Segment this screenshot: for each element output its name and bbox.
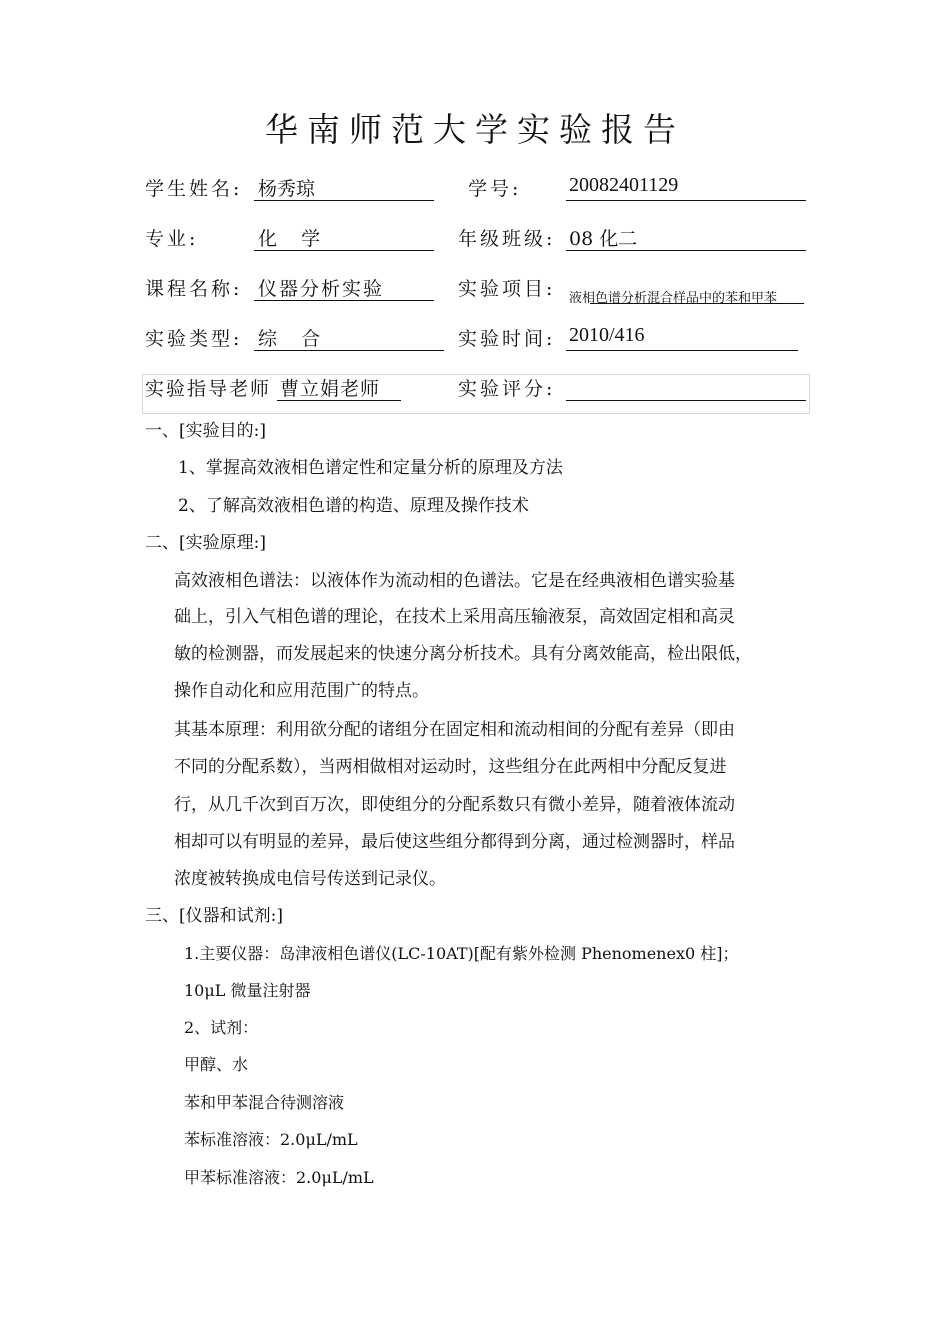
time-label: 实验时间: bbox=[458, 328, 556, 350]
principle-p2-line: 其基本原理：利用欲分配的诸组分在固定相和流动相间的分配有差异（即由 bbox=[174, 720, 735, 740]
reagents-heading: 2、试剂： bbox=[184, 1018, 259, 1037]
time-underline bbox=[566, 350, 798, 351]
purpose-item-1: 1、掌握高效液相色谱定性和定量分析的原理及方法 bbox=[178, 458, 563, 478]
project-value: 液相色谱分析混合样品中的苯和甲苯 bbox=[569, 291, 778, 306]
student-id-underline bbox=[566, 200, 806, 201]
principle-p1-line: 高效液相色谱法：以液体作为流动相的色谱法。它是在经典液相色谱实验基 bbox=[174, 571, 735, 591]
time-value: 2010/416 bbox=[569, 324, 645, 346]
teacher-value: 曹立娟老师 bbox=[280, 378, 381, 400]
project-label: 实验项目: bbox=[458, 278, 556, 300]
principle-p2-line: 相却可以有明显的差异，最后使这些组分都得到分离，通过检测器时，样品 bbox=[174, 832, 735, 852]
major-underline bbox=[254, 250, 434, 251]
student-name-value: 杨秀琼 bbox=[258, 178, 316, 200]
report-title: 华南师范大学实验报告 bbox=[265, 110, 685, 149]
course-label: 课程名称: bbox=[145, 278, 243, 300]
course-value: 仪器分析实验 bbox=[258, 278, 385, 300]
principle-p2-line: 不同的分配系数），当两相做相对运动时，这些组分在此两相中分配反复进 bbox=[174, 757, 727, 777]
reagent-item: 苯标准溶液：2.0μL/mL bbox=[184, 1130, 358, 1149]
grade-class-label: 年级班级: bbox=[458, 228, 556, 250]
teacher-label: 实验指导老师 bbox=[145, 378, 272, 400]
course-underline bbox=[254, 300, 434, 301]
reagent-item: 甲苯标准溶液：2.0μL/mL bbox=[184, 1168, 374, 1187]
instrument-item-1: 1.主要仪器：岛津液相色谱仪(LC-10AT)[配有紫外检测 Phenomenex0 柱]； bbox=[184, 944, 739, 963]
reagent-item: 苯和甲苯混合待测溶液 bbox=[184, 1093, 345, 1112]
purpose-heading: 一、[实验目的:] bbox=[145, 421, 266, 441]
score-underline bbox=[566, 400, 806, 401]
teacher-underline bbox=[277, 400, 401, 401]
grade-class-underline bbox=[566, 250, 806, 251]
student-name-label: 学生姓名: bbox=[145, 178, 243, 200]
principle-p1-line: 敏的检测器，而发展起来的快速分离分析技术。具有分离效能高，检出限低， bbox=[174, 644, 752, 664]
student-id-value: 20082401129 bbox=[569, 174, 679, 196]
principle-heading: 二、[实验原理:] bbox=[145, 533, 266, 553]
principle-p1-line: 操作自动化和应用范围广的特点。 bbox=[174, 681, 429, 701]
type-label: 实验类型: bbox=[145, 328, 243, 350]
grade-class-value: 08 化二 bbox=[569, 228, 638, 250]
reagent-item: 甲醇、水 bbox=[184, 1055, 249, 1074]
principle-p2-line: 行，从几千次到百万次，即使组分的分配系数只有微小差异，随着液体流动 bbox=[174, 795, 735, 815]
instruments-heading: 三、[仪器和试剂:] bbox=[145, 906, 283, 926]
score-label: 实验评分: bbox=[458, 378, 556, 400]
type-value: 综 合 bbox=[258, 328, 321, 350]
major-value: 化 学 bbox=[258, 228, 321, 250]
principle-p2-line: 浓度被转换成电信号传送到记录仪。 bbox=[174, 869, 446, 889]
project-underline bbox=[590, 303, 804, 304]
principle-p1-line: 础上，引入气相色谱的理论，在技术上采用高压输液泵，高效固定相和高灵 bbox=[174, 607, 735, 627]
purpose-item-2: 2、了解高效液相色谱的构造、原理及操作技术 bbox=[178, 496, 529, 516]
student-name-underline bbox=[254, 200, 434, 201]
type-underline bbox=[254, 350, 444, 351]
major-label: 专业: bbox=[145, 228, 199, 250]
instrument-item-2: 10μL 微量注射器 bbox=[184, 981, 311, 1000]
student-id-label: 学号: bbox=[468, 178, 522, 200]
